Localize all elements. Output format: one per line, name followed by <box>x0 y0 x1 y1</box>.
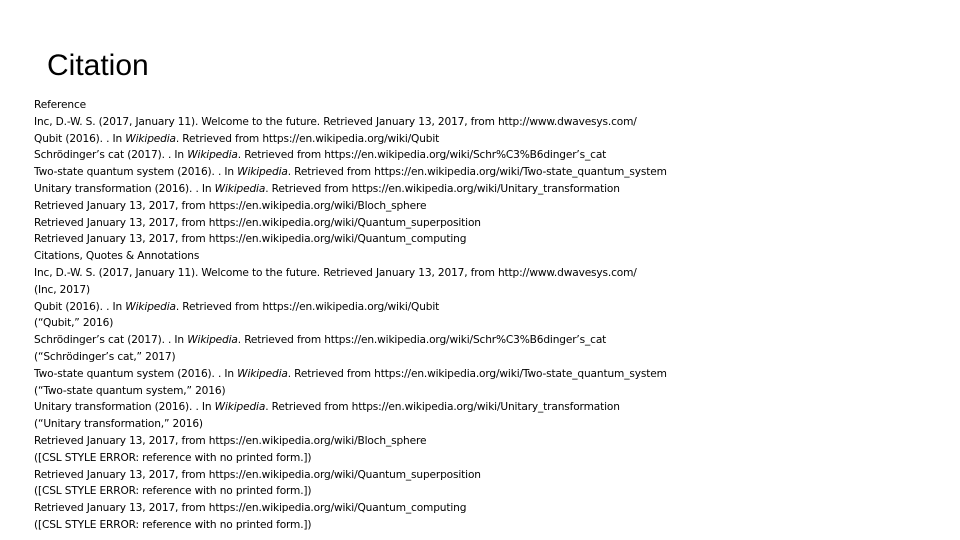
citation-line <box>34 231 934 248</box>
citation-text: (“Unitary transformation,” 2016) <box>34 418 203 431</box>
citation-line <box>34 147 934 164</box>
citation-text: ([CSL STYLE ERROR: reference with no printed form.]) <box>34 485 312 498</box>
citation-text: Retrieved January 13, 2017, from https://en.wikipedia.org/wiki/Bloch_sphere <box>34 199 427 212</box>
citation-line <box>34 450 934 467</box>
slide-title: Citation <box>47 49 149 82</box>
citation-text-rest: . Retrieved from https://en.wikipedia.org/wiki/Unitary_transformation <box>265 182 620 195</box>
citation-text: (“Two-state quantum system,” 2016) <box>34 384 226 397</box>
citation-line <box>34 299 934 316</box>
citation-line <box>34 500 934 517</box>
citation-line <box>34 114 934 131</box>
citation-line <box>34 366 934 383</box>
citation-text: Inc, D.-W. S. (2017, January 11). Welcome to the future. Retrieved January 13, 2017, from http://www.dwavesys.com/ <box>34 266 637 279</box>
citation-line <box>34 131 934 148</box>
citation-text: (“Schrödinger’s cat,” 2017) <box>34 350 176 363</box>
citation-line <box>34 248 934 265</box>
citation-line <box>34 416 934 433</box>
citation-line <box>34 467 934 484</box>
citation-text-rest: . Retrieved from https://en.wikipedia.org/wiki/Two-state_quantum_system <box>287 367 667 380</box>
citation-line <box>34 483 934 500</box>
citation-text: Inc, D.-W. S. (2017, January 11). Welcome to the future. Retrieved January 13, 2017, from http://www.dwavesys.com/ <box>34 115 637 128</box>
citation-line <box>34 433 934 450</box>
citation-source-italic: Wikipedia <box>187 334 238 347</box>
citation-text: Retrieved January 13, 2017, from https://en.wikipedia.org/wiki/Quantum_computing <box>34 502 467 515</box>
citation-text-rest: . Retrieved from https://en.wikipedia.org/wiki/Two-state_quantum_system <box>287 166 667 179</box>
citation-text: (Inc, 2017) <box>34 283 90 296</box>
citation-text: Unitary transformation (2016). . In <box>34 401 215 414</box>
citation-text: (“Qubit,” 2016) <box>34 317 114 330</box>
citation-text: Schrödinger’s cat (2017). . In <box>34 334 188 347</box>
citation-text: Reference <box>34 99 86 111</box>
citation-source-italic: Wikipedia <box>237 166 288 179</box>
citation-source-italic: Wikipedia <box>125 132 176 145</box>
citation-text: ([CSL STYLE ERROR: reference with no printed form.]) <box>34 451 312 464</box>
citation-text: Schrödinger’s cat (2017). . In <box>34 149 188 162</box>
citation-text: Retrieved January 13, 2017, from https://en.wikipedia.org/wiki/Quantum_superposition <box>34 216 481 229</box>
citation-line <box>34 517 934 534</box>
citation-line <box>34 315 934 332</box>
citation-source-italic: Wikipedia <box>237 367 288 380</box>
citation-line <box>34 332 934 349</box>
citation-source-italic: Wikipedia <box>214 182 266 195</box>
citation-line <box>34 265 934 282</box>
citation-source-italic: Wikipedia <box>187 149 238 162</box>
citation-text: Citations, Quotes & Annotations <box>34 250 200 263</box>
citation-text-rest: . Retrieved from https://en.wikipedia.org/wiki/Qubit <box>175 132 440 145</box>
citation-line <box>34 198 934 215</box>
citation-text-rest: . Retrieved from https://en.wikipedia.org/wiki/Qubit <box>175 300 440 313</box>
citation-text: Qubit (2016). . In <box>34 132 126 145</box>
citation-line <box>34 164 934 181</box>
citation-text-rest: . Retrieved from https://en.wikipedia.org/wiki/Unitary_transformation <box>265 401 620 414</box>
citation-text: Unitary transformation (2016). . In <box>34 182 215 195</box>
citation-text-rest: . Retrieved from https://en.wikipedia.org/wiki/Schr%C3%B6dinger’s_cat <box>237 334 607 347</box>
citation-text: Retrieved January 13, 2017, from https://en.wikipedia.org/wiki/Quantum_superposition <box>34 468 481 481</box>
citation-line <box>34 215 934 232</box>
citation-line <box>34 97 934 114</box>
citation-list <box>34 97 934 534</box>
citation-text-rest: . Retrieved from https://en.wikipedia.org/wiki/Schr%C3%B6dinger’s_cat <box>237 149 607 162</box>
citation-line <box>34 399 934 416</box>
citation-text: Retrieved January 13, 2017, from https://en.wikipedia.org/wiki/Quantum_computing <box>34 233 467 246</box>
citation-text: ([CSL STYLE ERROR: reference with no printed form.]) <box>34 518 312 531</box>
citation-line <box>34 282 934 299</box>
citation-line <box>34 349 934 366</box>
citation-text: Two-state quantum system (2016). . In <box>34 367 238 380</box>
citation-line <box>34 383 934 400</box>
citation-text: Two-state quantum system (2016). . In <box>34 166 238 179</box>
citation-text: Qubit (2016). . In <box>34 300 126 313</box>
citation-source-italic: Wikipedia <box>125 300 176 313</box>
citation-text: Retrieved January 13, 2017, from https://en.wikipedia.org/wiki/Bloch_sphere <box>34 434 427 447</box>
citation-source-italic: Wikipedia <box>214 401 266 414</box>
citation-line <box>34 181 934 198</box>
